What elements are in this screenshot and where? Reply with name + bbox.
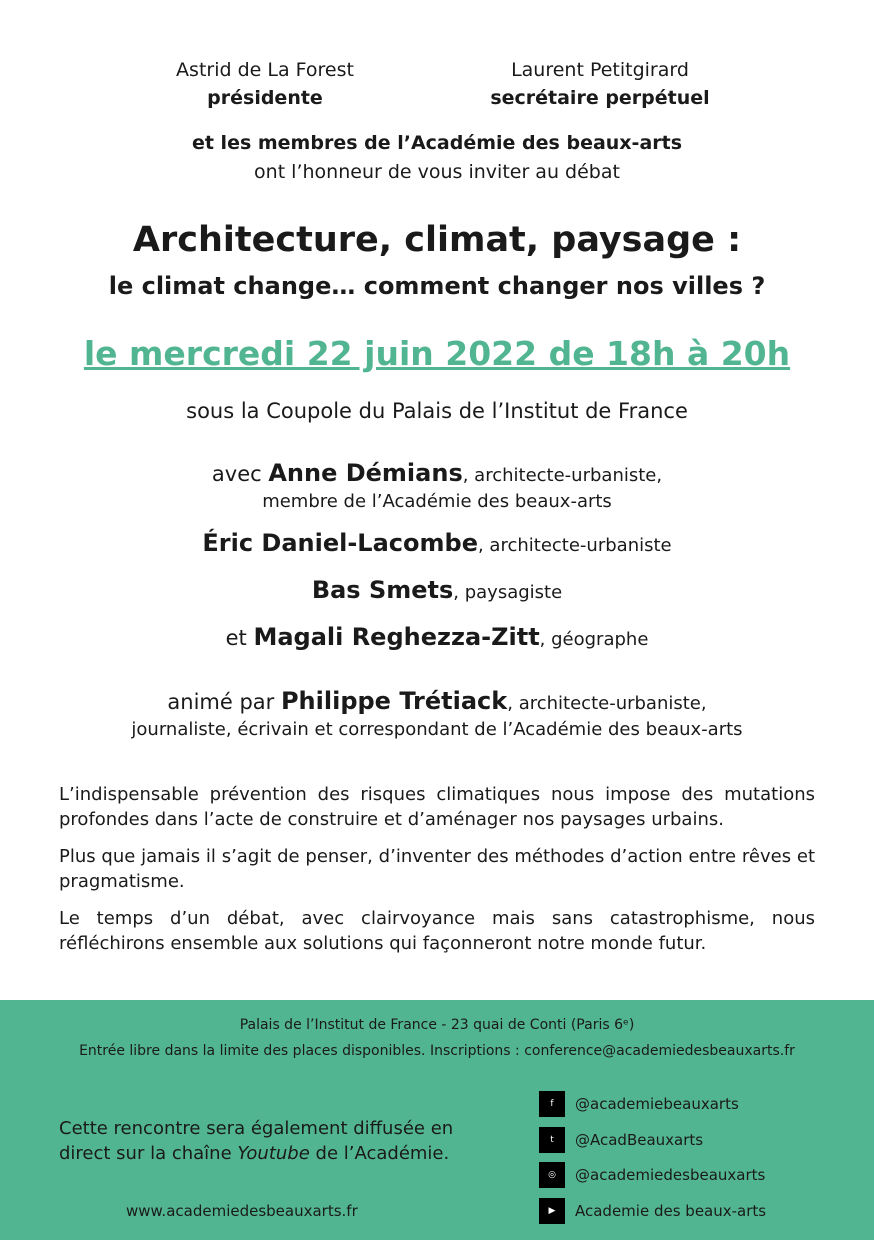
paragraph-1: L’indispensable prévention des risques climatiques nous impose des mutations profondes dans l’acte de construire et d’aménager nos paysages urbains.	[59, 784, 815, 830]
website-link[interactable]: www.academiedesbeauxarts.fr	[126, 1202, 358, 1220]
social-handle: @AcadBeauxarts	[575, 1131, 704, 1149]
footer-address: Palais de l’Institut de France - 23 quai de Conti (Paris 6ᵉ)	[239, 1017, 635, 1033]
moderator-desc: , architecte-urbaniste,	[507, 693, 707, 714]
social-youtube[interactable]	[539, 1198, 766, 1224]
speaker-1	[0, 460, 874, 515]
instagram-icon: ◎	[539, 1162, 565, 1188]
paragraph-3: Le temps d’un débat, avec clairvoyance mais sans catastrophisme, nous réfléchirons ensemble aux solutions qui façonneront notre monde futur.	[59, 908, 815, 954]
host-role: secrétaire perpétuel	[490, 87, 710, 109]
speaker-desc-2: membre de l’Académie des beaux-arts	[262, 491, 612, 512]
broadcast-post: de l’Académie.	[309, 1143, 450, 1164]
facebook-icon: f	[539, 1091, 565, 1117]
event-venue: sous la Coupole du Palais de l’Institut de France	[186, 399, 688, 423]
event-date: le mercredi 22 juin 2022 de 18h à 20h	[83, 334, 791, 373]
hosts-block	[0, 56, 874, 116]
paragraph-2: Plus que jamais il s’agit de penser, d’inventer des méthodes d’action entre rêves et pragmatisme.	[59, 846, 815, 892]
moderator	[0, 688, 874, 743]
social-facebook[interactable]	[539, 1091, 739, 1117]
invite-text	[0, 129, 874, 187]
broadcast-youtube: Youtube	[237, 1143, 310, 1164]
invite-line-1: et les membres de l’Académie des beaux-arts	[191, 132, 683, 154]
event-subtitle: le climat change… comment changer nos villes ?	[108, 272, 766, 300]
youtube-icon: ▶	[539, 1198, 565, 1224]
speaker-desc: , architecte-urbaniste	[477, 535, 672, 556]
speaker-name: Éric Daniel-Lacombe	[202, 529, 478, 557]
moderator-prefix: animé par	[167, 690, 281, 714]
speaker-2	[0, 530, 874, 559]
broadcast-pre: Cette rencontre sera également diffusée en direct sur la chaîne	[59, 1118, 454, 1164]
host-name: Laurent Petitgirard	[511, 59, 689, 81]
speaker-name: Anne Démians	[268, 459, 463, 487]
host-role: présidente	[207, 87, 323, 109]
social-twitter[interactable]	[539, 1127, 703, 1153]
host-name: Astrid de La Forest	[176, 59, 354, 81]
host-secretary	[450, 56, 750, 112]
social-handle: @academiedesbeauxarts	[575, 1166, 766, 1184]
footer-entry: Entrée libre dans la limite des places disponibles. Inscriptions : conference@academiedesbeauxarts.fr	[79, 1043, 795, 1059]
invite-line-2: ont l’honneur de vous inviter au débat	[254, 161, 620, 183]
moderator-name: Philippe Trétiack	[280, 687, 508, 715]
twitter-icon: t	[539, 1127, 565, 1153]
speaker-desc: , architecte-urbaniste,	[462, 465, 663, 486]
social-instagram[interactable]	[539, 1162, 765, 1188]
speaker-prefix: avec	[211, 462, 269, 486]
event-title: Architecture, climat, paysage :	[132, 220, 742, 260]
social-handle: @academiebeauxarts	[575, 1095, 739, 1113]
speaker-desc: , paysagiste	[453, 582, 563, 603]
speaker-prefix: et	[225, 626, 254, 650]
speaker-desc: , géographe	[539, 629, 649, 650]
speaker-4	[0, 624, 874, 653]
social-handle: Academie des beaux-arts	[575, 1202, 767, 1220]
speaker-name: Bas Smets	[311, 576, 454, 604]
broadcast-text	[59, 1116, 489, 1166]
host-president	[115, 56, 415, 112]
speaker-3	[0, 577, 874, 606]
moderator-desc-2: journaliste, écrivain et correspondant de l’Académie des beaux-arts	[131, 719, 743, 740]
speaker-name: Magali Reghezza-Zitt	[253, 623, 540, 651]
